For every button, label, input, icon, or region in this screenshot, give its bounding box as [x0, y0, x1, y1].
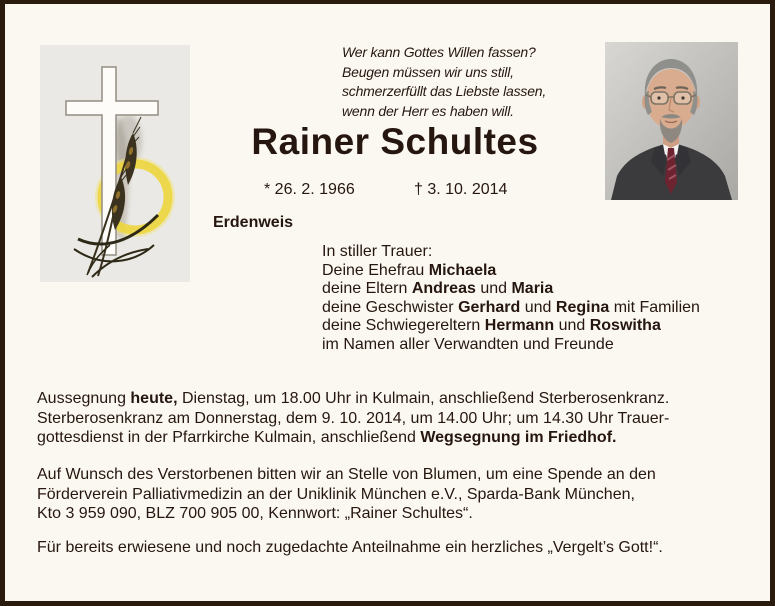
- donation-request: [37, 465, 747, 524]
- mourner-line: deine Eltern Andreas und Maria: [322, 280, 554, 298]
- mourner-line: deine Geschwister Gerhard und Regina mit Familien: [322, 298, 700, 316]
- residence: Erdenweis: [213, 214, 294, 231]
- funeral-announcement: [37, 389, 747, 448]
- thanks-note: Für bereits erwiesene und noch zugedachte Anteilnahme ein herzliches „Vergelt’s Gott!“.: [37, 539, 663, 556]
- cross-wheat-illustration: [40, 45, 190, 282]
- mourner-line: Deine Ehefrau Michaela: [322, 261, 497, 279]
- donation-line: Auf Wunsch des Verstorbenen bitten wir an Stelle von Blumen, um eine Spende an den: [37, 466, 656, 483]
- mourner-line: im Namen aller Verwandten und Freunde: [322, 335, 614, 353]
- announcement-line: gottesdienst in der Pfarrkirche Kulmain, anschließend Wegsegnung im Friedhof.: [37, 429, 617, 447]
- verse-line: Wer kann Gottes Willen fassen?: [342, 44, 536, 60]
- verse-line: Beugen müssen wir uns still,: [342, 63, 514, 80]
- portrait-photo: [605, 42, 738, 200]
- announcement-line: Aussegnung heute, Dienstag, um 18.00 Uhr in Kulmain, anschließend Sterberosenkranz.: [37, 390, 670, 407]
- verse-line: schmerzerfüllt das Liebste lassen,: [342, 83, 547, 99]
- verse-line: wenn der Herr es haben will.: [342, 102, 514, 119]
- mourning-list: [322, 243, 700, 355]
- mourner-line: deine Schwiegereltern Hermann und Roswitha: [322, 317, 661, 335]
- donation-line: Kto 3 959 090, BLZ 700 905 00, Kennwort: „Rainer Schultes“.: [37, 505, 473, 523]
- death-date: † 3. 10. 2014: [414, 181, 508, 198]
- memorial-verse: [342, 43, 602, 121]
- mourning-intro: In stiller Trauer:: [322, 243, 433, 260]
- birth-date: * 26. 2. 1966: [264, 181, 355, 198]
- announcement-line: Sterberosenkranz am Donnerstag, dem 9. 10. 2014, um 14.00 Uhr; um 14.30 Uhr Trauer-: [37, 409, 670, 427]
- deceased-name: Rainer Schultes: [251, 121, 539, 162]
- donation-line: Förderverein Palliativmedizin an der Uniklinik München e.V., Sparda-Bank München,: [37, 485, 635, 503]
